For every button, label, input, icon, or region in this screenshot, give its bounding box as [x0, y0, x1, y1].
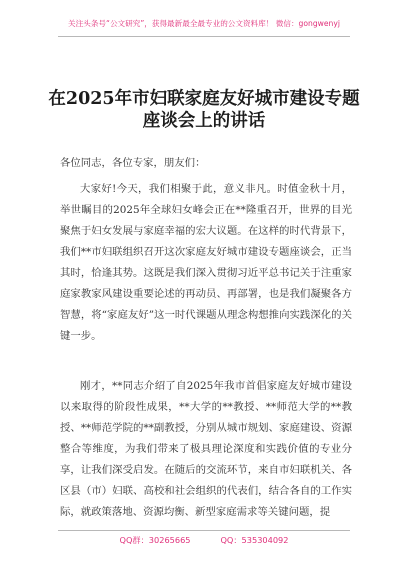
title-line-1: 在2025年市妇联家庭友好城市建设专题 [48, 89, 360, 109]
salutation: 各位同志，各位专家，朋友们： [60, 157, 206, 169]
paragraph-2: 刚才，**同志介绍了自2025年我市首倡家庭友好城市建设以来取得的阶段性成果，**大学的**教授、**师范大学的**教授、**师范学院的**副教授，分别从城市规划、家庭建设、资源整合等维度，为我们带来了极具理论深度和实践价值的专业分享，让我们深受启发。在随后的交流环节，来自市妇联机关、各区县（市）妇联、高校和社会组织的代表们，结合各自的工作实际，就政策落地、资源均衡、新型家庭需求等关键问题，提 [60, 380, 352, 518]
footer-qq-group: QQ群：30265665 [119, 535, 191, 545]
document-title [20, 88, 388, 132]
title-line-2: 座谈会上的讲话 [142, 111, 266, 131]
header-divider [58, 36, 350, 37]
footer-divider [58, 530, 350, 531]
footer-qq: QQ：535304092 [220, 535, 289, 545]
paragraph-1: 大家好!今天，我们相聚于此，意义非凡。时值金秋十月，举世瞩目的2025年全球妇女峰会正在**隆重召开，世界的目光聚焦于妇女发展与家庭幸福的宏大议题。在这样的时代背景下，我们**市妇联组织召开这次家庭友好城市建设专题座谈会，正当其时，恰逢其势。这既是我们深入贯彻习近平总书记关于注重家庭家教家风建设重要论述的再动员、再部署，也是我们凝聚各方智慧，将“家庭友好”这一时代课题从理念构想推向实践深化的关键一步。 [60, 183, 352, 342]
header-banner: 关注头条号“公文研究”，获得最新最全最专业的公文资料库！ 微信：gongwenyj [68, 19, 340, 28]
footer [0, 535, 408, 546]
